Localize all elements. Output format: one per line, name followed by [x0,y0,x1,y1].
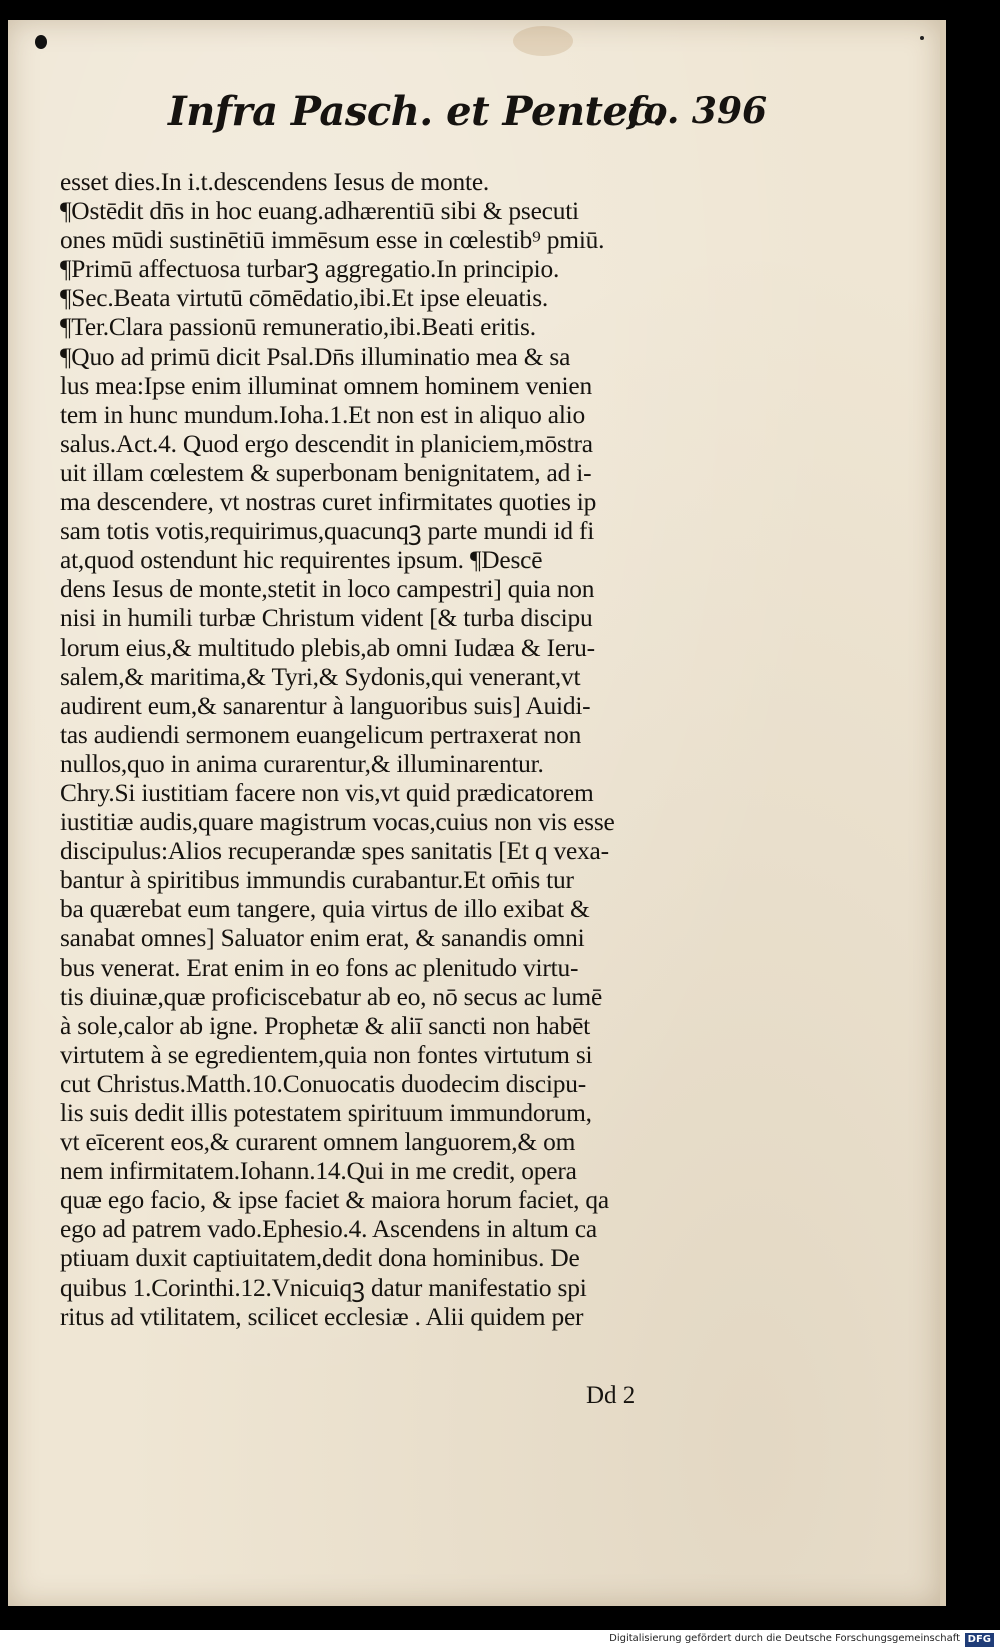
text-line: ego ad patrem vado.Ephesio.4. Ascendens in altum ca [60,1215,597,1244]
book-page [8,20,946,1606]
text-line: ba quærebat eum tangere, quia virtus de illo exibat & [60,895,590,924]
text-line: ¶Ostēdit dn̄s in hoc euang.adhærentiū sibi & psecuti [60,197,579,226]
text-line: ptiuam duxit captiuitatem,dedit dona hominibus. De [60,1244,580,1273]
text-line: quæ ego facio, & ipse faciet & maiora horum faciet, qa [60,1186,609,1215]
text-line: nullos,quo in anima curarentur,& illuminarentur. [60,749,544,778]
text-line: tas audiendi sermonem euangelicum pertraxerat non [60,720,582,749]
signature-mark: Dd 2 [586,1382,636,1409]
text-line: lus mea:Ipse enim illuminat omnem hominem venien [60,371,592,400]
text-line: vt eīcerent eos,& curarent omnem languorem,& om [60,1128,576,1157]
text-line: bus venerat. Erat enim in eo fons ac plenitudo virtu- [60,953,579,982]
dfg-logo: DFG [965,1633,994,1647]
text-line: dens Iesus de monte,stetit in loco campestri] quia non [60,575,595,604]
text-line: discipulus:Alios recuperandæ spes sanitatis [Et q vexa- [60,837,609,866]
text-line: quibus 1.Corinthi.12.Vnicuiqꝫ datur manifestatio spi [60,1273,587,1302]
text-line: sam totis votis,requirimus,quacunqꝫ parte mundi id fi [60,517,595,546]
text-line: sanabat omnes] Saluator enim erat, & sanandis omni [60,924,585,953]
text-line: cut Christus.Matth.10.Conuocatis duodecim discipu- [60,1069,586,1098]
text-line: ¶Quo ad primū dicit Psal.Dn̄s illuminatio mea & sa [60,342,571,371]
text-line: tem in hunc mundum.Ioha.1.Et non est in aliquo alio [60,400,586,429]
text-line: virtutem à se egredientem,quia non fontes virtutum si [60,1040,593,1069]
ink-speck [920,36,924,40]
body-text [60,168,732,1332]
text-line: tis diuinæ,quæ proficiscebatur ab eo, nō secus ac lumē [60,982,603,1011]
text-line: lorum eius,& multitudo plebis,ab omni Iudæa & Ieru- [60,633,595,662]
ink-blot [35,35,47,49]
text-line: nem infirmitatem.Iohann.14.Qui in me credit, opera [60,1157,577,1186]
text-line: lis suis dedit illis potestatem spirituum immundorum, [60,1099,592,1127]
paper-stain [513,26,573,56]
running-head: Infra Pasch. et Pentec. [168,88,665,135]
text-line: salus.Act.4. Quod ergo descendit in planiciem,mōstra [60,429,593,458]
text-line: nisi in humili turbæ Christum vident [& turba discipu [60,604,593,633]
funding-credit: Digitalisierung gefördert durch die Deutsche Forschungsgemeinschaft [609,1633,960,1644]
text-line: iustitiæ audis,quare magistrum vocas,cuius non vis esse [60,808,615,837]
digitization-footer [0,1630,1000,1651]
text-line: ritus ad vtilitatem, scilicet ecclesiæ . Alii quidem per [60,1302,584,1331]
text-line: Chry.Si iustitiam facere non vis,vt quid prædicatorem [60,778,594,807]
text-line: ma descendere, vt nostras curet infirmitates quoties ip [60,488,597,517]
text-line: bantur à spiritibus immundis curabantur.Et om̄is tur [60,866,574,895]
folio-number: fo. 396 [628,90,768,132]
text-line: ones mūdi sustinētiū immēsum esse in cœlestib⁹ pmiū. [60,226,605,255]
text-line: salem,& maritima,& Tyri,& Sydonis,qui venerant,vt [60,662,581,691]
text-line: ¶Primū affectuosa turbarꝫ aggregatio.In principio. [60,255,560,284]
text-line: audirent eum,& sanarentur à languoribus suis] Auidi- [60,691,591,720]
text-line: ¶Ter.Clara passionū remuneratio,ibi.Beati eritis. [60,313,536,342]
text-line: at,quod ostendunt hic requirentes ipsum. ¶Descē [60,546,543,575]
text-line: ¶Sec.Beata virtutū cōmēdatio,ibi.Et ipse eleuatis. [60,284,549,313]
text-line: esset dies.In i.t.descendens Iesus de monte. [60,168,490,196]
text-line: uit illam cœlestem & superbonam benignitatem, ad i- [60,458,592,487]
text-line: à sole,calor ab igne. Prophetæ & aliī sancti non habēt [60,1011,591,1040]
